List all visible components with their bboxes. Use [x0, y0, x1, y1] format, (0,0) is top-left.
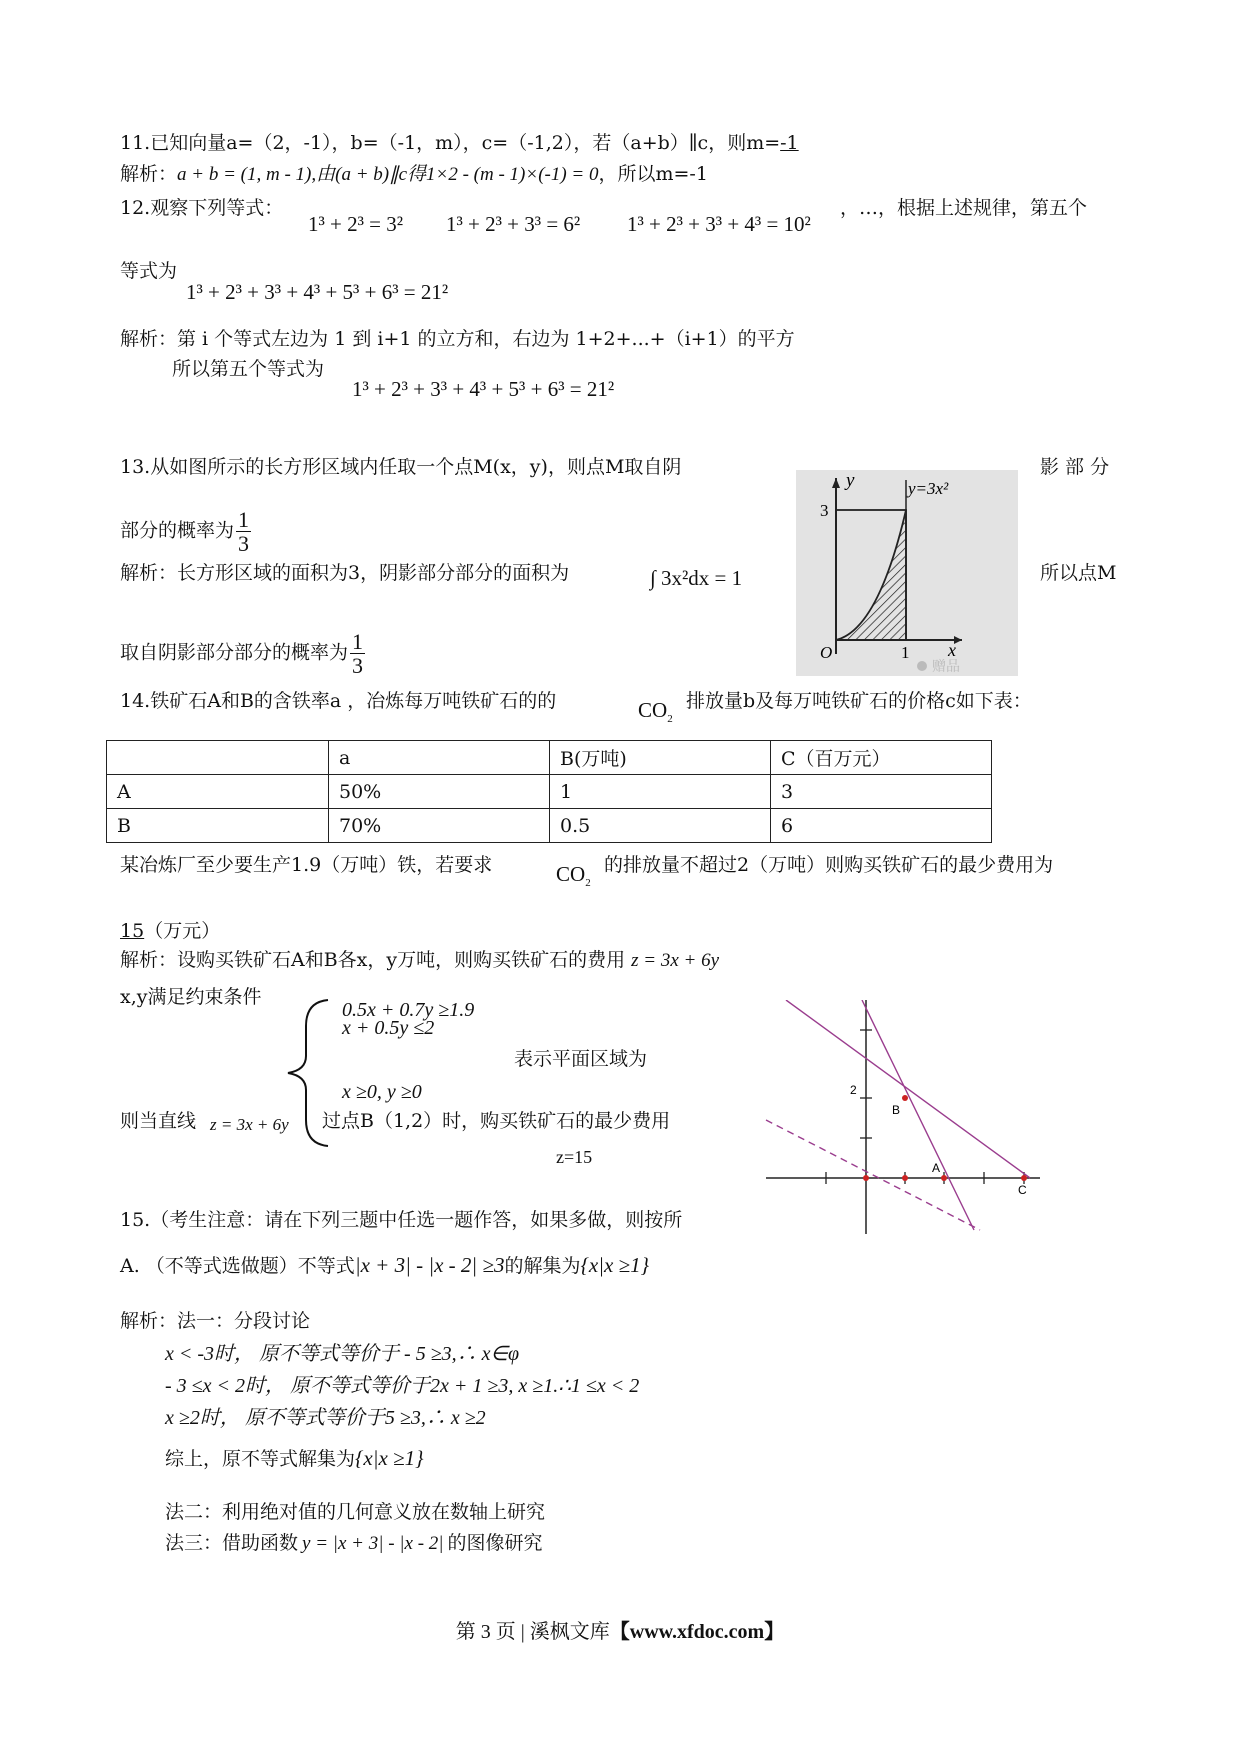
q15-a-label: A. （不等式选做题）不等式 [120, 1255, 355, 1277]
q15-summary-set: {x|x ≥1} [355, 1446, 424, 1470]
q13-analysis-num: 1 [352, 629, 364, 654]
point-x1 [902, 1175, 908, 1181]
q11-analysis-tail: ，所以m=-1 [598, 163, 708, 185]
q13-question-a: 13.从如图所示的长方形区域内任取一个点M(x，y)，则点M取自阴 [120, 456, 682, 478]
q14-co2-2-text: CO [556, 862, 586, 886]
q14-constraint-label: x,y满足约束条件 [120, 986, 262, 1008]
q14-analysis-line [120, 949, 719, 973]
q11-question [120, 132, 799, 155]
iron-ore-table [106, 740, 992, 843]
q15-a-ineq: |x + 3| - |x - 2| ≥3 [354, 1253, 505, 1277]
q13-ans-num: 1 [238, 507, 250, 532]
constraint-3: x ≥0, y ≥0 [342, 1081, 422, 1103]
q14-answer: 15 [120, 920, 145, 942]
q14-cond-a: 某冶炼厂至少要生产1.9（万吨）铁，若要求 [120, 854, 493, 876]
q11-question-text: 11.已知向量a=（2，-1），b=（-1，m），c=（-1,2），若（a+b）∥c，则m= [120, 132, 781, 154]
fig-x-label: x [948, 640, 956, 660]
table-header-cell: B(万吨) [550, 741, 771, 775]
table-row [107, 775, 992, 809]
q14-co2-2-sub: 2 [585, 877, 591, 890]
fig-o-label: O [820, 643, 833, 662]
q14-question-a: 14.铁矿石A和B的含铁率a ，冶炼每万吨铁矿石的的 [120, 690, 557, 712]
q12-eq1: 1³ + 2³ = 3² [308, 212, 404, 236]
graph-label-2: 2 [850, 1083, 857, 1097]
table-cell: B [107, 809, 329, 843]
q15-title: 15.（考生注意：请在下列三题中任选一题作答，如果多做，则按所 [120, 1209, 683, 1231]
q11-analysis-math: a + b = (1, m - 1),由(a + b)∥c得1×2 - (m - 1)×(-1) = 0 [177, 164, 599, 185]
line-constraint-steep [862, 1000, 974, 1230]
fig-curve-label: y=3x² [908, 479, 949, 498]
q12-question: 12.观察下列等式： [120, 197, 284, 219]
point-B [902, 1095, 908, 1101]
table-cell: A [107, 775, 329, 809]
table-cell: 70% [329, 809, 550, 843]
constraint-2: x + 0.5y ≤2 [342, 1017, 435, 1039]
constraint-1: 0.5x + 0.7y ≥1.9 [342, 999, 475, 1021]
fig-3-label: 3 [820, 501, 829, 520]
q14-cond-b: 的排放量不超过2（万吨）则购买铁矿石的最少费用为 [604, 854, 1054, 876]
q11-answer: -1 [780, 132, 799, 154]
q13-analysis-den: 3 [352, 653, 364, 679]
q15-method3-eq: y = |x + 3| - |x - 2| [302, 1533, 444, 1554]
q12-analysis-eq: 1³ + 2³ + 3³ + 4³ + 5³ + 6³ = 21² [352, 377, 615, 401]
footer-page: 第 3 页 | 溪枫文库 [455, 1621, 610, 1643]
table-header-cell [107, 741, 329, 775]
q13-integral: ∫ 3x²dx = 1 [650, 566, 743, 590]
q14-co2-2 [556, 862, 591, 890]
q12-question-tail: ，…，根据上述规律，第五个 [840, 197, 1088, 219]
table-cell: 50% [329, 775, 550, 809]
table-cell: 3 [771, 775, 992, 809]
page-footer [0, 1615, 1240, 1644]
q14-z-result: z=15 [556, 1147, 593, 1167]
q13-ans-den: 3 [238, 531, 250, 557]
q14-line-eq: z = 3x + 6y [210, 1115, 289, 1134]
table-header-cell: a [329, 741, 550, 775]
q15-case3: x ≥2时， 原不等式等价于5 ≥3,∴ x ≥2 [165, 1407, 486, 1429]
q12-analysis: 解析：第 i 个等式左边为 1 到 i+1 的立方和，右边为 1+2+...+（i+1）的平方 [120, 328, 795, 350]
feasible-region-graph [762, 1000, 1046, 1236]
q13-question-line2 [120, 508, 253, 555]
q11-analysis [120, 163, 708, 187]
q14-line-a: 则当直线 [120, 1110, 197, 1132]
table-row [107, 809, 992, 843]
q13-analysis-a: 解析：长方形区域的面积为3，阴影部分部分的面积为 [120, 562, 570, 584]
table-cell: 6 [771, 809, 992, 843]
q11-analysis-label: 解析： [120, 163, 178, 185]
q12-analysis2: 所以第五个等式为 [172, 358, 325, 380]
q15-method2: 法二：利用绝对值的几何意义放在数轴上研究 [165, 1501, 546, 1523]
q12-eq2: 1³ + 2³ + 3³ = 6² [446, 212, 581, 236]
q15-a-set: {x|x ≥1} [580, 1253, 649, 1277]
q12-eq3: 1³ + 2³ + 3³ + 4³ = 10² [627, 212, 811, 236]
graph-label-A: A [932, 1161, 941, 1175]
q14-answer-line [120, 920, 220, 943]
line-x-plus-half-y [786, 1000, 1030, 1178]
q14-question-b: 排放量b及每万吨铁矿石的价格c如下表： [686, 690, 1032, 712]
q13-analysis-line2 [120, 630, 367, 677]
q15-summary [165, 1446, 424, 1471]
fig-y-label: y [846, 470, 855, 491]
point-origin [863, 1175, 869, 1181]
q13-answer-fraction [236, 508, 251, 555]
point-C [1021, 1175, 1027, 1181]
q14-co2-sub: 2 [667, 713, 673, 726]
q14-co2 [638, 698, 673, 726]
fig-1-label: 1 [901, 643, 910, 662]
q14-analysis: 解析：设购买铁矿石A和B各x，y万吨，则购买铁矿石的费用 [120, 949, 626, 971]
q13-figure [796, 470, 1018, 676]
q15-case2: - 3 ≤x < 2时， 原不等式等价于2x + 1 ≥3, x ≥1.∴1 ≤x < 2 [165, 1375, 640, 1397]
q14-line-b: 过点B（1,2）时，购买铁矿石的最少费用 [322, 1110, 671, 1132]
q14-answer-unit: （万元） [144, 920, 221, 942]
q15-analysis: 解析：法一：分段讨论 [120, 1310, 311, 1332]
footer-site: 【www.xfdoc.com】 [609, 1621, 785, 1643]
q13-analysis-fraction [350, 630, 365, 677]
q15-method3-tail: 的图像研究 [447, 1532, 543, 1554]
watermark-dot [917, 661, 927, 671]
watermark-text: 赠品 [932, 659, 960, 675]
graph-label-B: B [892, 1103, 901, 1117]
q13-analysis-b: 所以点M [1040, 562, 1117, 584]
graph-label-C: C [1018, 1183, 1027, 1197]
q15-method3 [165, 1532, 543, 1556]
q15-a-line [120, 1253, 649, 1278]
q13-question-b: 影 部 分 [1040, 456, 1110, 478]
q15-case1: x < -3时， 原不等式等价于 - 5 ≥3,∴ x∈φ [165, 1343, 520, 1365]
q14-co2-text: CO [638, 698, 668, 722]
q13-question-line2-text: 部分的概率为 [120, 519, 235, 542]
table-cell: 1 [550, 775, 771, 809]
table-cell: 0.5 [550, 809, 771, 843]
table-header-row [107, 741, 992, 775]
q15-a-mid: 的解集为 [504, 1255, 581, 1277]
q12-line2: 等式为 [120, 260, 178, 282]
q14-cost-eq: z = 3x + 6y [631, 950, 720, 971]
table-header-cell: C（百万元） [771, 741, 992, 775]
q15-summary-label: 综上，原不等式解集为 [165, 1448, 356, 1470]
q13-analysis-line2-text: 取自阴影部分部分的概率为 [120, 641, 349, 664]
q12-answer-eq: 1³ + 2³ + 3³ + 4³ + 5³ + 6³ = 21² [186, 280, 449, 304]
q15-method3-label: 法三：借助函数 [165, 1532, 299, 1554]
point-A [941, 1175, 947, 1181]
q14-region-text: 表示平面区域为 [514, 1048, 648, 1070]
